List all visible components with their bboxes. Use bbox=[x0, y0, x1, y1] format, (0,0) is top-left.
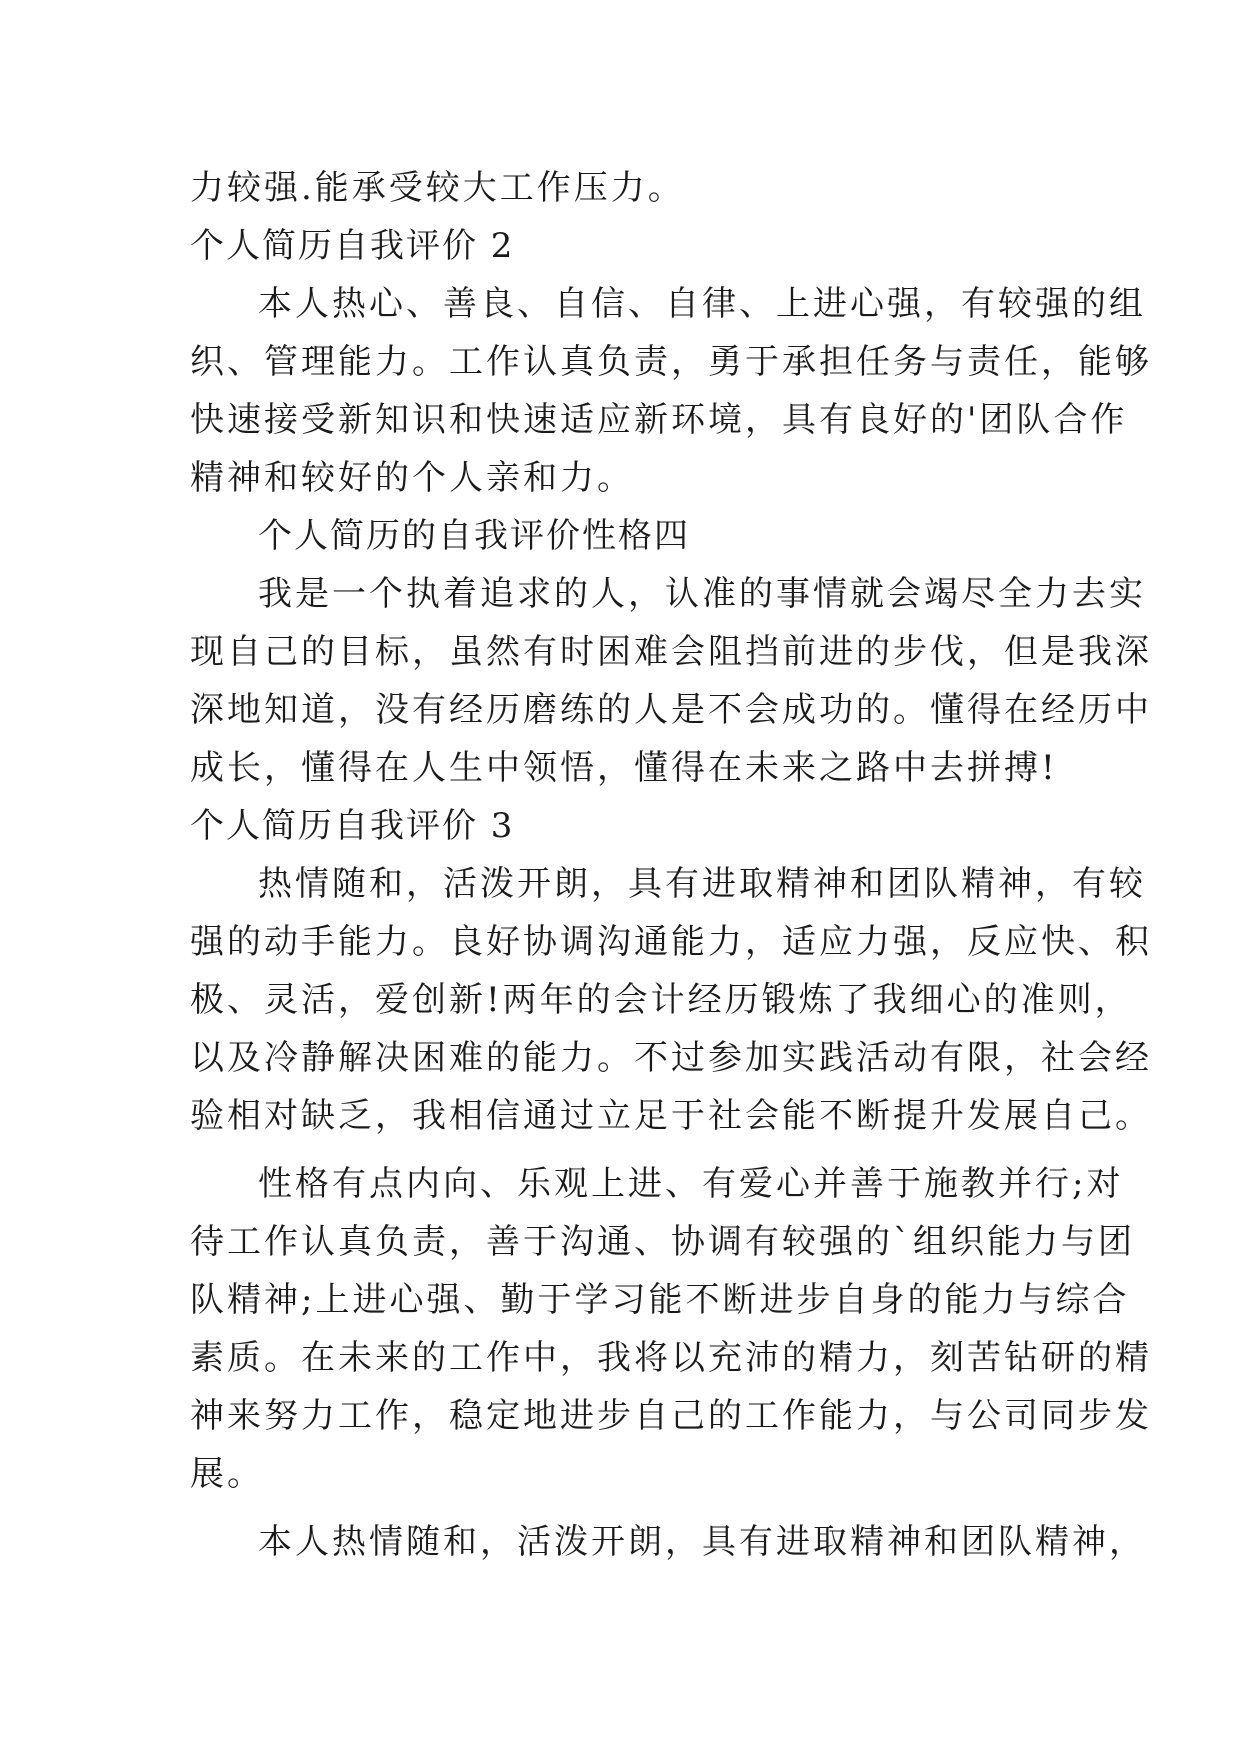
paragraph-line: 本人热心、善良、自信、自律、上进心强，有较强的组 bbox=[258, 284, 1146, 324]
paragraph-line: 我是一个执着追求的人，认准的事情就会竭尽全力去实 bbox=[258, 574, 1146, 614]
paragraph-line: 精神和较好的个人亲和力。 bbox=[190, 458, 634, 498]
paragraph-line: 极、灵活，爱创新!两年的会计经历锻炼了我细心的准则， bbox=[190, 980, 1132, 1020]
paragraph-line: 现自己的目标，虽然有时困难会阻挡前进的步伐，但是我深 bbox=[190, 632, 1152, 672]
paragraph-line: 织、管理能力。工作认真负责，勇于承担任务与责任，能够 bbox=[190, 342, 1152, 382]
paragraph-line: 以及冷静解决困难的能力。不过参加实践活动有限，社会经 bbox=[190, 1038, 1152, 1078]
paragraph-line: 热情随和，活泼开朗，具有进取精神和团队精神，有较 bbox=[258, 864, 1146, 904]
paragraph-line: 成长，懂得在人生中领悟，懂得在未来之路中去拼搏! bbox=[190, 748, 1058, 788]
section-heading: 个人简历自我评价 2 bbox=[190, 226, 515, 266]
paragraph-line: 待工作认真负责，善于沟通、协调有较强的`组织能力与团 bbox=[190, 1222, 1135, 1262]
paragraph-line: 素质。在未来的工作中，我将以充沛的精力，刻苦钻研的精 bbox=[190, 1338, 1152, 1378]
subsection-heading: 个人简历的自我评价性格四 bbox=[258, 516, 690, 556]
paragraph-line: 验相对缺乏，我相信通过立足于社会能不断提升发展自己。 bbox=[190, 1096, 1152, 1136]
paragraph-line: 神来努力工作，稳定地进步自己的工作能力，与公司同步发 bbox=[190, 1396, 1152, 1436]
paragraph-line: 快速接受新知识和快速适应新环境，具有良好的'团队合作 bbox=[190, 400, 1128, 440]
paragraph-line: 力较强.能承受较大工作压力。 bbox=[190, 168, 685, 208]
paragraph-line: 展。 bbox=[190, 1454, 264, 1494]
paragraph-line: 本人热情随和，活泼开朗，具有进取精神和团队精神， bbox=[258, 1522, 1146, 1562]
paragraph-line: 强的动手能力。良好协调沟通能力，适应力强，反应快、积 bbox=[190, 922, 1152, 962]
section-heading: 个人简历自我评价 3 bbox=[190, 806, 515, 846]
paragraph-line: 深地知道，没有经历磨练的人是不会成功的。懂得在经历中 bbox=[190, 690, 1152, 730]
paragraph-line: 性格有点内向、乐观上进、有爱心并善于施教并行;对 bbox=[258, 1164, 1124, 1204]
paragraph-line: 队精神;上进心强、勤于学习能不断进步自身的能力与综合 bbox=[190, 1280, 1130, 1320]
